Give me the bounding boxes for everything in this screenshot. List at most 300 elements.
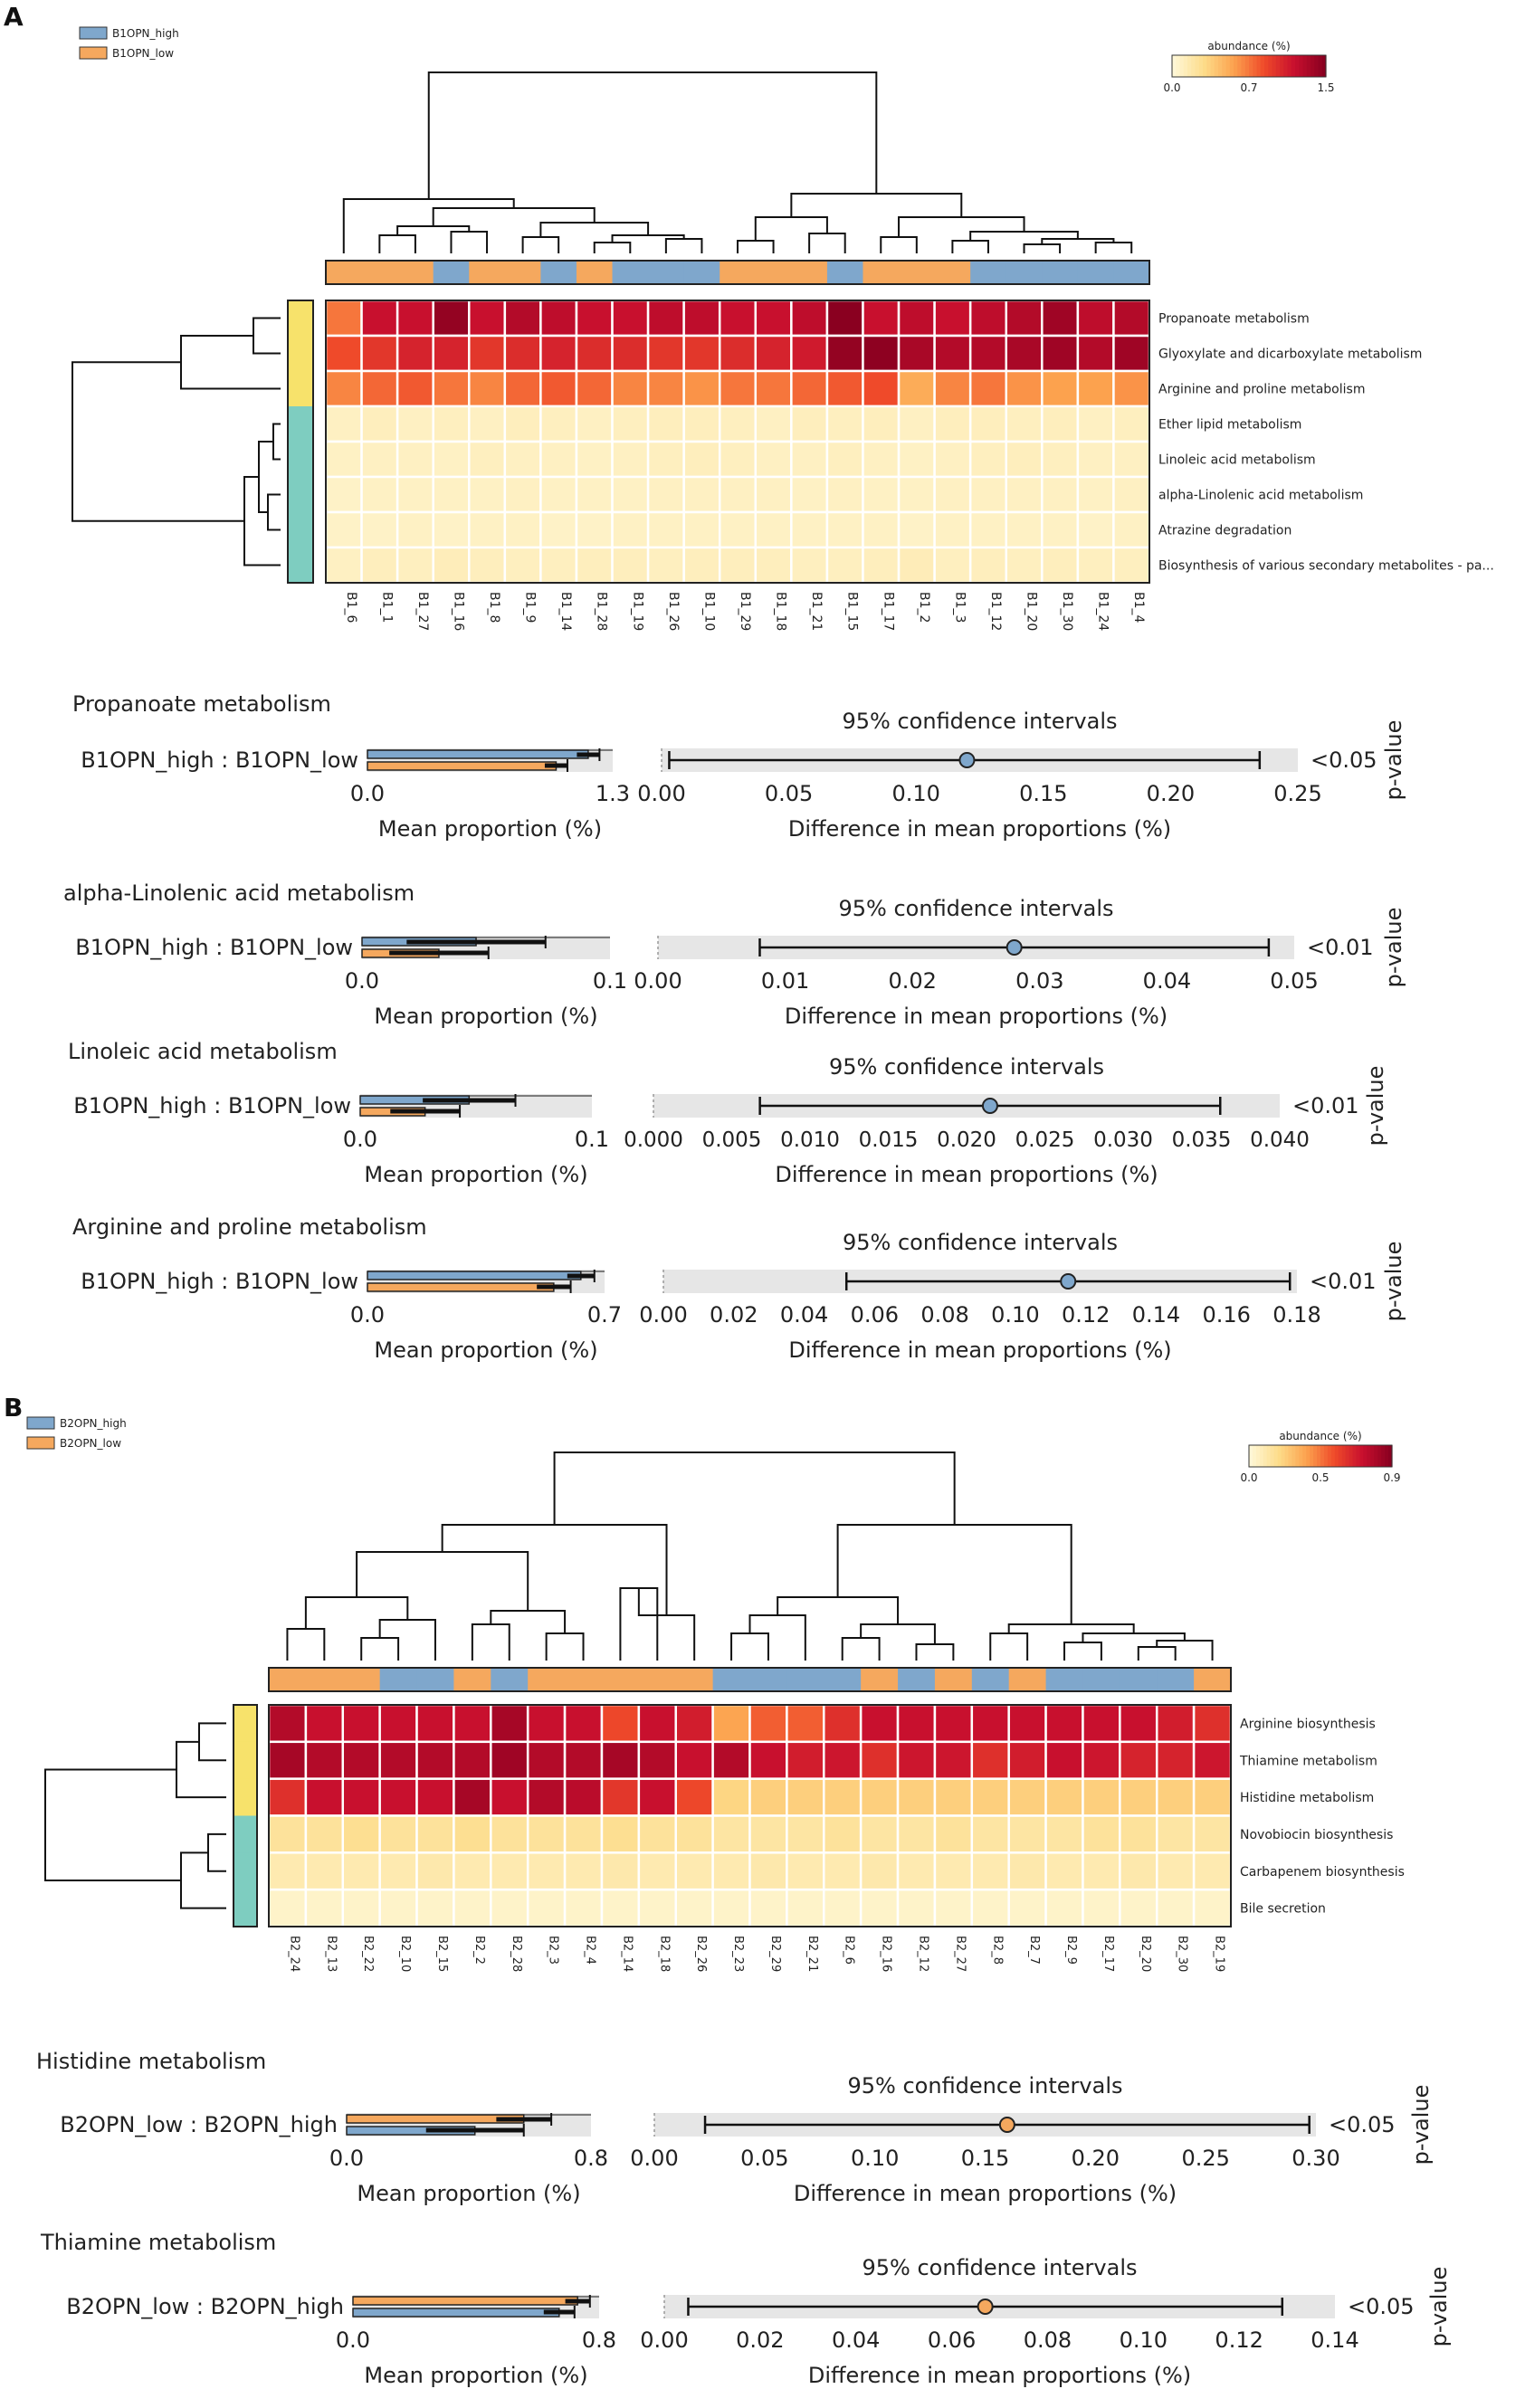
heatmap-cell bbox=[362, 512, 398, 547]
colorbar-step bbox=[1260, 1445, 1264, 1467]
heatmap-cell bbox=[306, 1779, 343, 1816]
p-value: <0.01 bbox=[1292, 1093, 1359, 1118]
heatmap-cell bbox=[898, 1889, 935, 1927]
column-dendrogram-branch bbox=[443, 1525, 667, 1615]
heatmap-cell bbox=[639, 1742, 676, 1779]
heatmap-cell bbox=[540, 477, 577, 512]
heatmap-cell bbox=[362, 547, 398, 583]
heatmap-cell bbox=[540, 300, 577, 336]
column-group-cell bbox=[434, 261, 470, 284]
column-label: B1_24 bbox=[1095, 592, 1110, 632]
column-group-cell bbox=[540, 261, 577, 284]
column-group-cell bbox=[505, 261, 541, 284]
heatmap-cell bbox=[1078, 512, 1114, 547]
heatmap-cell bbox=[380, 1742, 417, 1779]
heatmap-cell bbox=[577, 336, 613, 371]
heatmap-cell bbox=[639, 1889, 676, 1927]
column-group-cell bbox=[786, 1668, 824, 1691]
colorbar-step bbox=[1295, 1445, 1300, 1467]
ci-plot-title: Thiamine metabolism bbox=[41, 2230, 277, 2255]
heatmap-cell bbox=[269, 1852, 306, 1889]
colorbar-step bbox=[1370, 1445, 1375, 1467]
ci-plot-A3 bbox=[68, 1039, 1388, 1187]
colorbar-step bbox=[1342, 1445, 1347, 1467]
heatmap-cell bbox=[491, 1889, 528, 1927]
ci-axis-label: Difference in mean proportions (%) bbox=[807, 2363, 1192, 2388]
column-group-cell bbox=[326, 261, 362, 284]
heatmap-cell bbox=[639, 1779, 676, 1816]
comparison-label: B1OPN_high : B1OPN_low bbox=[73, 1093, 351, 1118]
heatmap-cell bbox=[362, 406, 398, 442]
heatmap-cell bbox=[824, 1705, 861, 1742]
heatmap-cell bbox=[505, 442, 541, 477]
heatmap-cell bbox=[935, 1816, 972, 1853]
column-label: B1_6 bbox=[343, 592, 358, 623]
column-dendrogram-branch bbox=[1064, 1642, 1101, 1661]
mean-axis-label: Mean proportion (%) bbox=[377, 816, 603, 842]
ci-point bbox=[978, 2299, 993, 2314]
colorbar-step bbox=[1357, 1445, 1361, 1467]
heatmap-cell bbox=[528, 1705, 565, 1742]
colorbar-step bbox=[1328, 1445, 1332, 1467]
ci-plots bbox=[36, 691, 1452, 2388]
ci-plot-title: Propanoate metabolism bbox=[72, 691, 331, 717]
heatmap-cell bbox=[380, 1705, 417, 1742]
colorbar-step bbox=[1299, 1445, 1303, 1467]
heatmap-cell bbox=[326, 336, 362, 371]
heatmap-cell bbox=[827, 406, 863, 442]
colorbar-step bbox=[1218, 55, 1223, 77]
heatmap-cell bbox=[676, 1705, 713, 1742]
heatmap-cell bbox=[397, 512, 434, 547]
column-group-cell bbox=[1113, 261, 1149, 284]
ci-plot-A1 bbox=[72, 691, 1406, 842]
heatmap-cell bbox=[1042, 442, 1078, 477]
ci-title: 95% confidence intervals bbox=[838, 896, 1114, 921]
ci-axis-tick: 0.035 bbox=[1171, 1128, 1232, 1152]
row-label: alpha-Linolenic acid metabolism bbox=[1158, 488, 1364, 503]
row-group-cell bbox=[288, 371, 313, 407]
heatmap-cell bbox=[1042, 477, 1078, 512]
column-label: B2_30 bbox=[1175, 1936, 1189, 1973]
heatmap-cell bbox=[1120, 1742, 1157, 1779]
row-label: Glyoxylate and dicarboxylate metabolism bbox=[1158, 347, 1423, 362]
heatmap-cell bbox=[972, 1852, 1009, 1889]
heatmap-cell bbox=[565, 1705, 602, 1742]
column-dendrogram-branch bbox=[361, 1638, 398, 1661]
column-dendrogram-branch bbox=[357, 1552, 528, 1611]
colorbar-step bbox=[1313, 1445, 1318, 1467]
colorbar-step bbox=[1280, 55, 1284, 77]
ci-point bbox=[959, 753, 974, 767]
heatmap-cell bbox=[756, 477, 792, 512]
column-dendrogram-branch bbox=[809, 233, 845, 253]
heatmap-cell bbox=[824, 1852, 861, 1889]
heatmap-cell bbox=[861, 1705, 898, 1742]
heatmap-cell bbox=[326, 406, 362, 442]
column-dendrogram-branch bbox=[491, 1611, 565, 1633]
column-label: B1_14 bbox=[558, 592, 574, 632]
heatmap-cell bbox=[491, 1705, 528, 1742]
heatmap-cell bbox=[648, 547, 684, 583]
heatmap-cell bbox=[1157, 1705, 1194, 1742]
row-dendrogram-branch bbox=[199, 1723, 226, 1760]
heatmap-cell bbox=[1042, 547, 1078, 583]
column-label: B2_22 bbox=[361, 1936, 376, 1973]
heatmap-cell bbox=[613, 300, 649, 336]
ci-axis-tick: 0.04 bbox=[1142, 968, 1192, 994]
ci-axis-tick: 0.010 bbox=[780, 1128, 840, 1152]
heatmap-cell bbox=[935, 336, 971, 371]
colorbar-step bbox=[1377, 1445, 1382, 1467]
heatmap-cell bbox=[676, 1779, 713, 1816]
ci-axis-tick: 0.015 bbox=[858, 1128, 919, 1152]
heatmap-cell bbox=[899, 442, 935, 477]
heatmap-cell bbox=[417, 1816, 454, 1853]
row-dendrogram-branch bbox=[208, 1834, 226, 1871]
row-group-cell bbox=[234, 1852, 257, 1889]
column-group-cell bbox=[935, 261, 971, 284]
ci-point bbox=[983, 1099, 997, 1113]
ci-axis-tick: 0.20 bbox=[1071, 2146, 1120, 2171]
colorbar-step bbox=[1335, 1445, 1339, 1467]
colorbar-step bbox=[1203, 55, 1207, 77]
column-group-cell bbox=[1078, 261, 1114, 284]
colorbar-step bbox=[1249, 1445, 1253, 1467]
heatmap-cell bbox=[434, 547, 470, 583]
heatmap-cell bbox=[1042, 336, 1078, 371]
heatmap-cell bbox=[684, 300, 720, 336]
colorbar-step bbox=[1234, 55, 1238, 77]
colorbar-step bbox=[1257, 55, 1262, 77]
heatmap-cell bbox=[505, 547, 541, 583]
heatmap-cell bbox=[750, 1889, 787, 1927]
heatmap-cell bbox=[684, 477, 720, 512]
column-label: B2_13 bbox=[324, 1936, 338, 1973]
heatmap-cell bbox=[326, 512, 362, 547]
p-value-label: p-value bbox=[1381, 907, 1406, 988]
heatmap-cell bbox=[972, 1779, 1009, 1816]
heatmap-cell bbox=[1082, 1705, 1120, 1742]
column-label: B1_16 bbox=[451, 592, 466, 632]
colorbar-step bbox=[1184, 55, 1188, 77]
heatmap-cell bbox=[602, 1816, 639, 1853]
column-label: B1_18 bbox=[773, 592, 788, 632]
heatmap-cell bbox=[380, 1816, 417, 1853]
ci-axis-tick: 0.30 bbox=[1291, 2146, 1340, 2171]
heatmap-cell bbox=[827, 547, 863, 583]
column-group-cell bbox=[380, 1668, 417, 1691]
column-group-cell bbox=[417, 1668, 454, 1691]
heatmap-cell bbox=[1194, 1705, 1231, 1742]
column-label: B1_19 bbox=[630, 592, 645, 632]
column-label: B2_21 bbox=[805, 1936, 819, 1973]
column-group-cell bbox=[306, 1668, 343, 1691]
heatmap-cell bbox=[720, 336, 756, 371]
heatmap-cell bbox=[397, 300, 434, 336]
row-dendrogram-branch bbox=[45, 1769, 181, 1880]
ci-point bbox=[1007, 940, 1022, 955]
heatmap-cell bbox=[417, 1889, 454, 1927]
mean-axis-tick: 1.3 bbox=[595, 781, 631, 806]
row-label: Histidine metabolism bbox=[1240, 1791, 1375, 1806]
heatmap-cell bbox=[1042, 300, 1078, 336]
heatmap-cell bbox=[577, 442, 613, 477]
ci-point bbox=[1061, 1274, 1075, 1289]
heatmap-cell bbox=[326, 477, 362, 512]
heatmap-cell bbox=[1078, 547, 1114, 583]
ci-plot-title: Histidine metabolism bbox=[36, 2049, 267, 2074]
colorbar-tick: 1.5 bbox=[1317, 81, 1335, 94]
colorbar-step bbox=[1211, 55, 1215, 77]
heatmap-cell bbox=[750, 1779, 787, 1816]
ci-axis-tick: 0.08 bbox=[1023, 2327, 1072, 2353]
column-group-cell bbox=[1157, 1668, 1194, 1691]
heatmap-cell bbox=[786, 1816, 824, 1853]
heatmap-cell bbox=[343, 1705, 380, 1742]
colorbar-tick: 0.7 bbox=[1240, 81, 1258, 94]
column-label: B1_12 bbox=[987, 592, 1003, 632]
heatmap-cell bbox=[935, 1779, 972, 1816]
colorbar-step bbox=[1253, 1445, 1257, 1467]
column-label: B2_17 bbox=[1101, 1936, 1115, 1973]
heatmap-cell bbox=[970, 336, 1006, 371]
column-dendrogram-branch bbox=[547, 1633, 584, 1661]
panel-label: A bbox=[4, 2, 24, 32]
heatmap-cell bbox=[362, 477, 398, 512]
column-dendrogram-branch bbox=[555, 1452, 955, 1525]
colorbar-step bbox=[1206, 55, 1211, 77]
ci-axis-tick: 0.08 bbox=[920, 1302, 969, 1328]
ci-axis-label: Difference in mean proportions (%) bbox=[775, 1162, 1158, 1187]
column-dendrogram-branch bbox=[287, 1629, 324, 1661]
ci-axis-tick: 0.15 bbox=[960, 2146, 1010, 2171]
heatmap-cell bbox=[972, 1889, 1009, 1927]
colorbar-step bbox=[1276, 55, 1281, 77]
row-dendrogram-branch bbox=[244, 477, 281, 566]
column-group-cell bbox=[469, 261, 505, 284]
row-dendrogram-branch bbox=[253, 319, 281, 354]
ci-axis-tick: 0.25 bbox=[1273, 781, 1322, 806]
ci-axis-tick: 0.04 bbox=[831, 2327, 881, 2353]
column-label: B2_7 bbox=[1027, 1936, 1042, 1965]
heatmap-cell bbox=[791, 547, 827, 583]
row-dendrogram-branch bbox=[181, 336, 281, 389]
heatmap-cell bbox=[863, 512, 899, 547]
row-group-cell bbox=[234, 1889, 257, 1927]
heatmap-cell bbox=[326, 442, 362, 477]
p-value: <0.01 bbox=[1310, 1269, 1377, 1294]
row-label: Thiamine metabolism bbox=[1240, 1754, 1377, 1769]
heatmap-cell bbox=[935, 442, 971, 477]
heatmap-cell bbox=[1120, 1816, 1157, 1853]
heatmap-cell bbox=[362, 300, 398, 336]
heatmap-cell bbox=[417, 1742, 454, 1779]
heatmap-cell bbox=[1006, 300, 1043, 336]
ci-axis-tick: 0.12 bbox=[1061, 1302, 1110, 1328]
heatmap-cell bbox=[935, 371, 971, 406]
heatmap-cell bbox=[453, 1779, 491, 1816]
heatmap-cell bbox=[613, 336, 649, 371]
column-dendrogram-branch bbox=[916, 1644, 953, 1661]
heatmap-cell bbox=[469, 442, 505, 477]
colorbar-step bbox=[1226, 55, 1231, 77]
column-group-cell bbox=[1120, 1668, 1157, 1691]
heatmap-cell bbox=[786, 1705, 824, 1742]
column-label: B1_9 bbox=[522, 592, 538, 623]
column-label: B1_15 bbox=[844, 592, 860, 632]
p-value-label: p-value bbox=[1381, 1241, 1406, 1322]
ci-axis-tick: 0.14 bbox=[1131, 1302, 1181, 1328]
heatmap-cell bbox=[1120, 1852, 1157, 1889]
heatmap-cell bbox=[602, 1779, 639, 1816]
heatmap-cell bbox=[861, 1779, 898, 1816]
heatmap-cell bbox=[863, 406, 899, 442]
mean-axis-label: Mean proportion (%) bbox=[364, 2363, 588, 2388]
heatmap-cell bbox=[756, 512, 792, 547]
colorbar-step bbox=[1299, 55, 1303, 77]
colorbar-step bbox=[1320, 1445, 1325, 1467]
column-group-cell bbox=[684, 261, 720, 284]
column-label: B1_4 bbox=[1131, 592, 1147, 623]
ci-axis-tick: 0.02 bbox=[888, 968, 937, 994]
colorbar-step bbox=[1339, 1445, 1343, 1467]
row-group-cell bbox=[288, 406, 313, 443]
heatmap-cell bbox=[935, 1889, 972, 1927]
colorbar-tick: 0.0 bbox=[1240, 1471, 1258, 1484]
mean-axis-tick: 0.1 bbox=[574, 1127, 610, 1152]
heatmap-cell bbox=[1113, 406, 1149, 442]
heatmap-cell bbox=[565, 1816, 602, 1853]
heatmap-cell bbox=[505, 477, 541, 512]
comparison-label: B2OPN_low : B2OPN_high bbox=[66, 2294, 344, 2319]
comparison-label: B1OPN_high : B1OPN_low bbox=[81, 1269, 358, 1294]
mean-axis-tick: 0.8 bbox=[581, 2327, 617, 2353]
heatmap-cell bbox=[1009, 1705, 1046, 1742]
mean-bar-second bbox=[367, 762, 556, 770]
colorbar-step bbox=[1311, 55, 1315, 77]
heatmap-cell bbox=[720, 477, 756, 512]
colorbar-step bbox=[1385, 1445, 1389, 1467]
colorbar-step bbox=[1291, 1445, 1296, 1467]
colorbar-step bbox=[1319, 55, 1323, 77]
row-label: Arginine and proline metabolism bbox=[1158, 382, 1366, 397]
heatmap-cell bbox=[863, 336, 899, 371]
heatmap-cell bbox=[1006, 512, 1043, 547]
heatmap-cell bbox=[469, 547, 505, 583]
column-label: B2_3 bbox=[546, 1936, 560, 1965]
heatmap-cell bbox=[1006, 371, 1043, 406]
mean-axis-label: Mean proportion (%) bbox=[364, 1162, 588, 1187]
heatmap-cell bbox=[756, 406, 792, 442]
heatmap-cell bbox=[786, 1742, 824, 1779]
heatmap-cell bbox=[720, 406, 756, 442]
heatmap-cell bbox=[972, 1705, 1009, 1742]
column-dendrogram-branch bbox=[861, 1624, 935, 1644]
heatmap-cell bbox=[1113, 512, 1149, 547]
heatmap-cell bbox=[602, 1705, 639, 1742]
heatmap-cell bbox=[602, 1742, 639, 1779]
colorbar-title: abundance (%) bbox=[1279, 1430, 1362, 1442]
heatmap-cell bbox=[639, 1816, 676, 1853]
ci-axis-tick: 0.020 bbox=[937, 1128, 996, 1152]
heatmap-cell bbox=[824, 1779, 861, 1816]
legend-swatch bbox=[27, 1417, 54, 1429]
column-group-cell bbox=[453, 1668, 491, 1691]
heatmap-cell bbox=[306, 1816, 343, 1853]
heatmap-cell bbox=[750, 1852, 787, 1889]
heatmap-cell bbox=[676, 1852, 713, 1889]
colorbar-step bbox=[1278, 1445, 1282, 1467]
ci-axis-tick: 0.25 bbox=[1181, 2146, 1230, 2171]
colorbar-step bbox=[1317, 1445, 1321, 1467]
ci-axis-tick: 0.15 bbox=[1019, 781, 1068, 806]
heatmap-cell bbox=[863, 442, 899, 477]
ci-axis-label: Difference in mean proportions (%) bbox=[788, 1337, 1172, 1363]
row-dendrogram-branch bbox=[268, 495, 281, 530]
heatmap-cell bbox=[1082, 1889, 1120, 1927]
heatmap-cell bbox=[453, 1816, 491, 1853]
colorbar-step bbox=[1271, 1445, 1275, 1467]
heatmap-cell bbox=[326, 547, 362, 583]
ci-plot-B2 bbox=[40, 2230, 1452, 2388]
column-label: B1_26 bbox=[665, 592, 681, 632]
heatmap-cell bbox=[1046, 1742, 1083, 1779]
ci-axis-tick: 0.00 bbox=[634, 968, 682, 994]
column-label: B2_10 bbox=[398, 1936, 413, 1973]
ci-plot-A2 bbox=[63, 880, 1406, 1029]
ci-axis-tick: 0.05 bbox=[764, 781, 814, 806]
column-dendrogram-branch bbox=[472, 1624, 510, 1661]
heatmap-cell bbox=[326, 371, 362, 406]
heatmap-cell bbox=[1009, 1889, 1046, 1927]
colorbar-step bbox=[1310, 1445, 1314, 1467]
heatmap-cell bbox=[684, 371, 720, 406]
panel-a bbox=[4, 2, 1494, 631]
heatmap-cell bbox=[434, 512, 470, 547]
column-group-cell bbox=[1046, 1668, 1083, 1691]
heatmap-cell bbox=[684, 547, 720, 583]
heatmap-cell bbox=[269, 1705, 306, 1742]
column-dendrogram-branch bbox=[738, 241, 774, 253]
heatmap-cell bbox=[1082, 1742, 1120, 1779]
heatmap-cell bbox=[935, 1705, 972, 1742]
ci-axis-tick: 0.10 bbox=[991, 1302, 1040, 1328]
heatmap-cell bbox=[1120, 1889, 1157, 1927]
heatmap-cell bbox=[540, 547, 577, 583]
ci-axis-label: Difference in mean proportions (%) bbox=[793, 2181, 1177, 2206]
heatmap-cell bbox=[602, 1852, 639, 1889]
heatmap-cell bbox=[827, 512, 863, 547]
comparison-label: B1OPN_high : B1OPN_low bbox=[75, 935, 353, 960]
heatmap-cell bbox=[577, 300, 613, 336]
colorbar-step bbox=[1367, 1445, 1371, 1467]
heatmap-cell bbox=[1009, 1742, 1046, 1779]
heatmap-cell bbox=[434, 477, 470, 512]
colorbar-step bbox=[1215, 55, 1219, 77]
heatmap-cell bbox=[756, 336, 792, 371]
column-dendrogram-branch bbox=[1157, 1641, 1212, 1661]
column-group-cell bbox=[528, 1668, 565, 1691]
heatmap-cell bbox=[1194, 1852, 1231, 1889]
ci-axis-tick: 0.02 bbox=[710, 1302, 758, 1328]
heatmap-cell bbox=[540, 336, 577, 371]
heatmap-cell bbox=[565, 1779, 602, 1816]
colorbar-step bbox=[1288, 55, 1292, 77]
ci-axis-tick: 0.000 bbox=[624, 1128, 683, 1152]
ci-axis-tick: 0.12 bbox=[1215, 2327, 1263, 2353]
column-label: B2_16 bbox=[879, 1936, 893, 1973]
